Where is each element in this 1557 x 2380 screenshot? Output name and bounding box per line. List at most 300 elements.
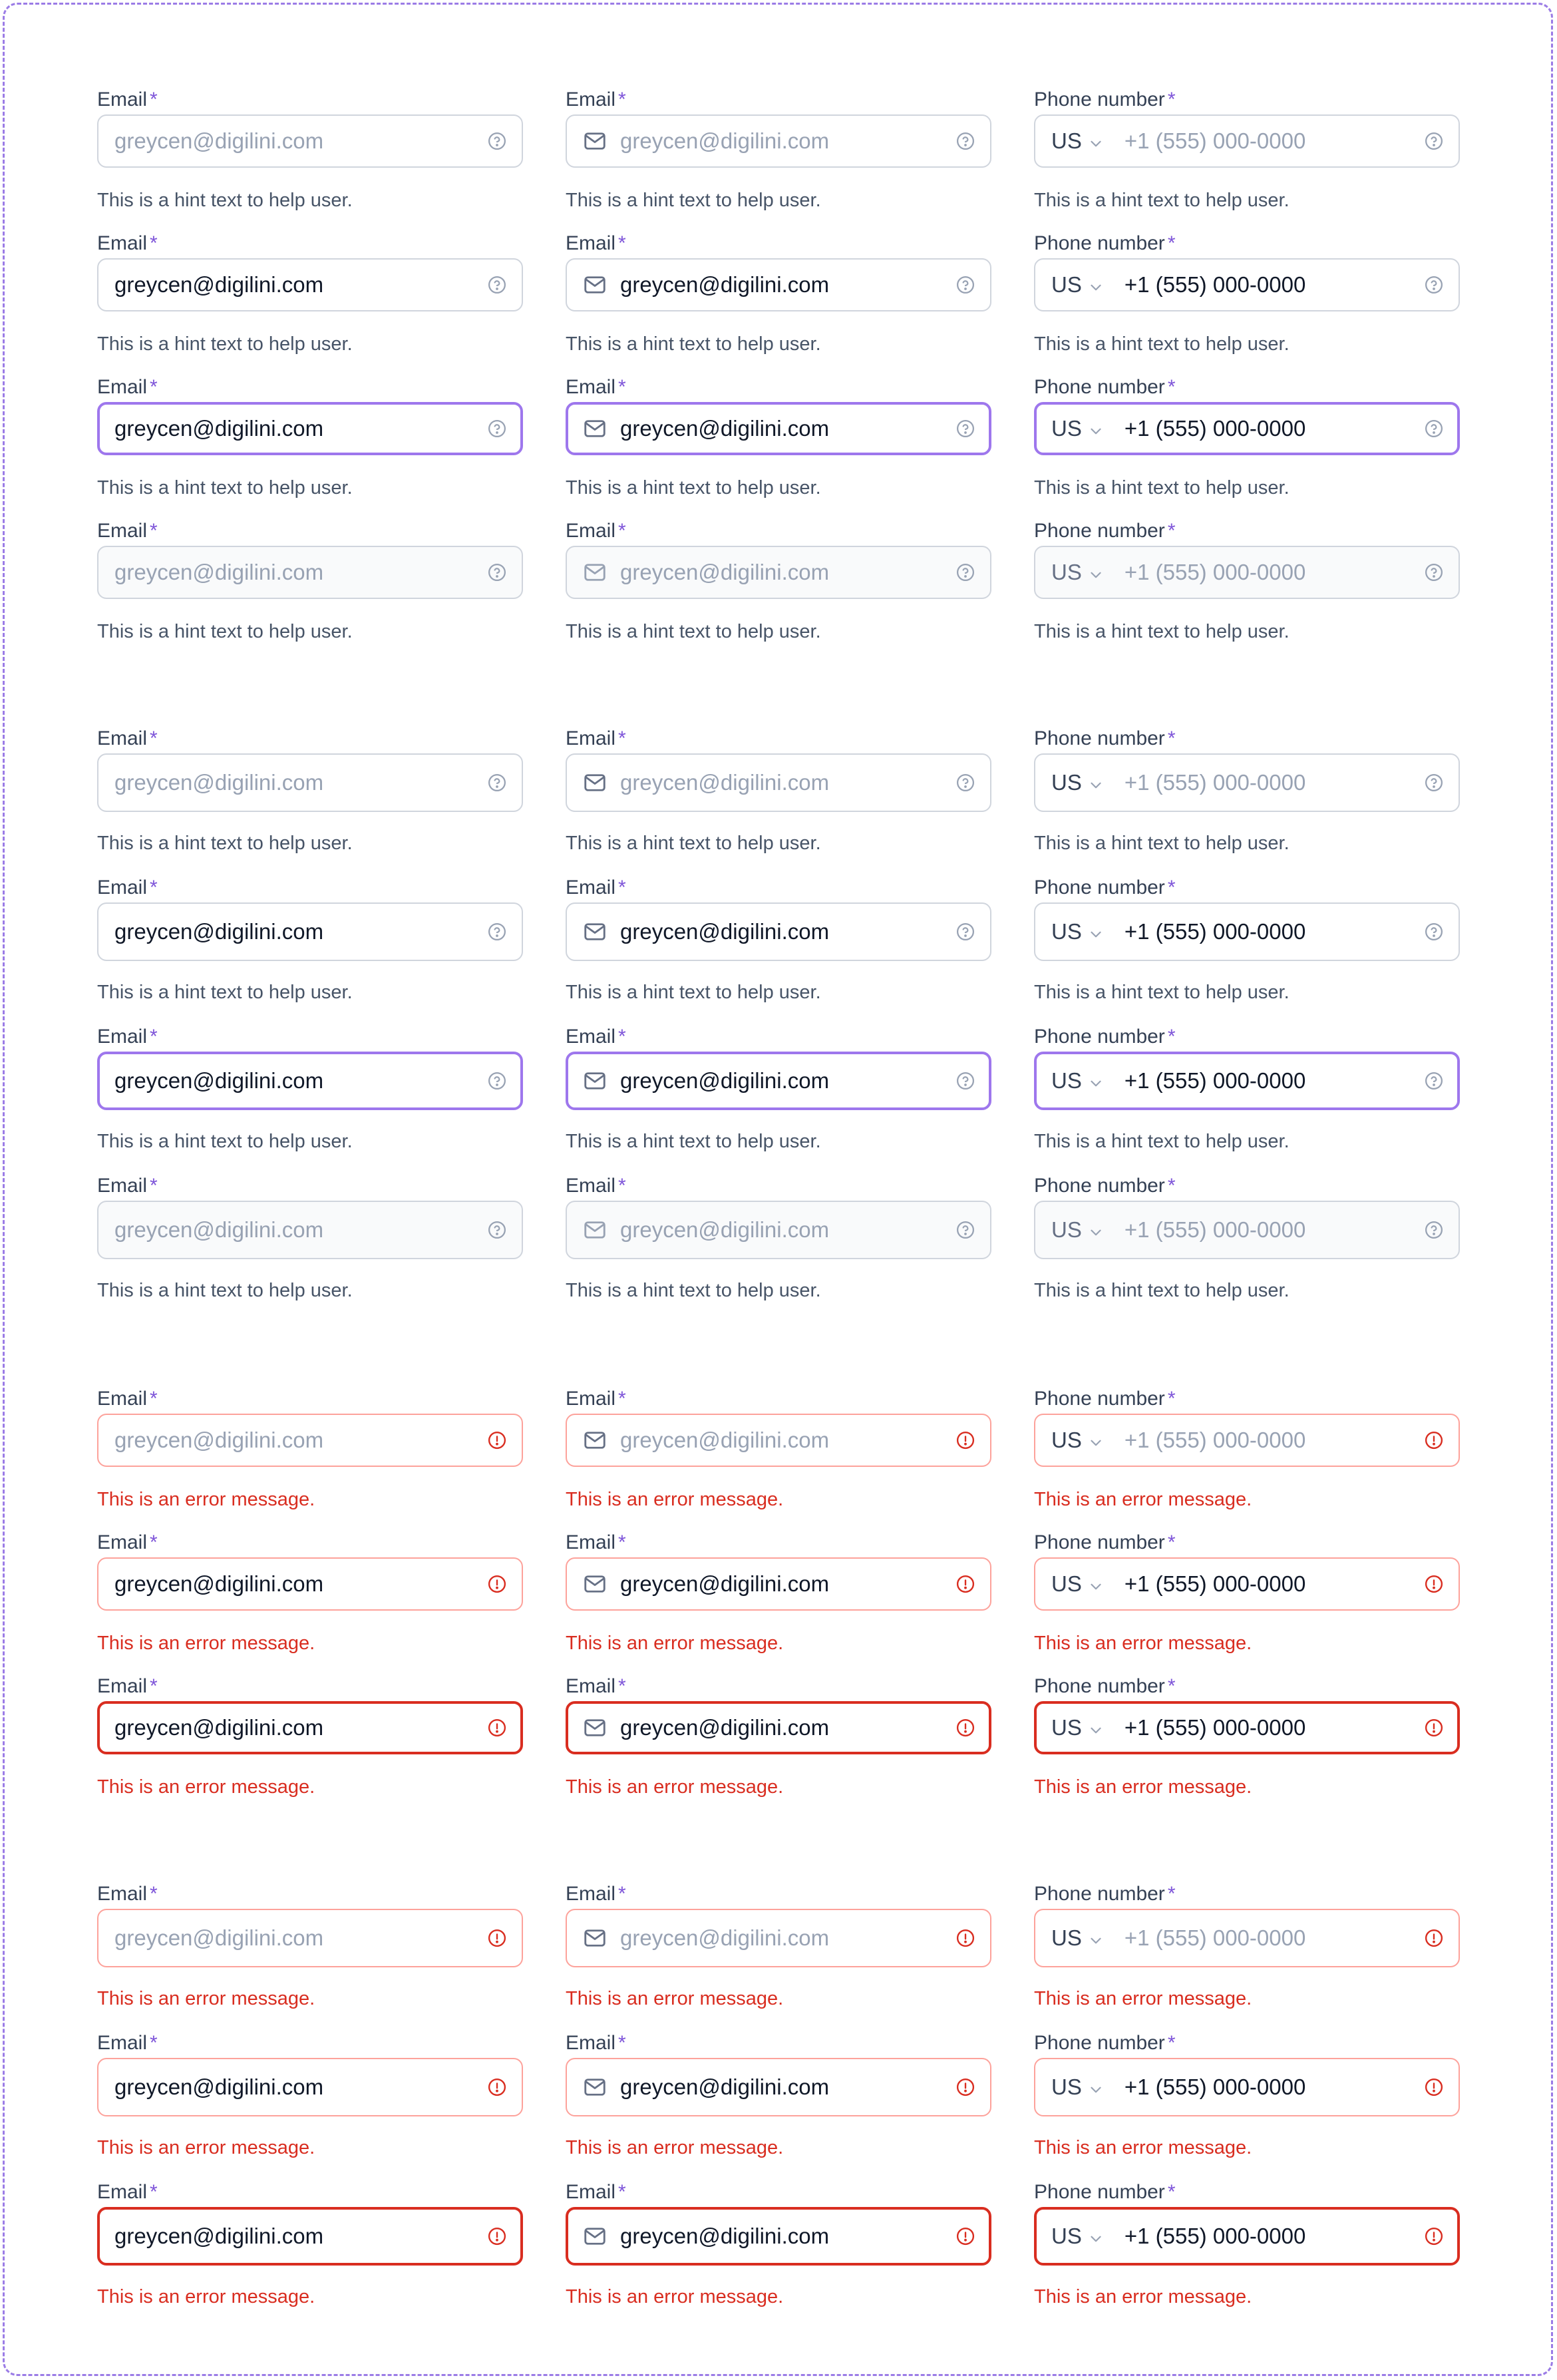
required-asterisk: * — [1167, 1175, 1176, 1197]
required-asterisk: * — [618, 376, 626, 398]
required-asterisk: * — [150, 376, 158, 398]
label-text: Email — [566, 727, 616, 749]
email-label — [97, 877, 158, 898]
country-code: US — [1051, 1068, 1082, 1093]
input-value: greycen@digilini.com — [114, 1715, 324, 1740]
label-text: Email — [97, 1175, 148, 1197]
label-text: Phone number — [1034, 520, 1165, 542]
country-select[interactable] — [1051, 128, 1105, 154]
email-label — [566, 2033, 626, 2054]
label-text: Email — [97, 376, 148, 398]
input-value: greycen@digilini.com — [620, 1571, 830, 1596]
required-asterisk: * — [150, 2181, 158, 2203]
help-circle-icon[interactable] — [487, 1071, 507, 1091]
email-input[interactable] — [566, 402, 991, 455]
email-input[interactable] — [566, 1701, 991, 1754]
label-text: Email — [566, 376, 616, 398]
help-circle-icon[interactable] — [955, 922, 975, 942]
error-message: This is an error message. — [97, 1489, 315, 1510]
email-label — [97, 1532, 158, 1553]
help-circle-icon[interactable] — [955, 419, 975, 439]
hint-text: This is a hint text to help user. — [97, 1131, 353, 1152]
country-code: US — [1051, 2075, 1082, 2099]
help-circle-icon[interactable] — [487, 275, 507, 295]
phone-number-label — [1034, 877, 1176, 898]
email-input[interactable] — [97, 902, 523, 961]
required-asterisk: * — [618, 877, 626, 898]
label-text: Phone number — [1034, 89, 1165, 110]
country-code: US — [1051, 1428, 1082, 1452]
required-asterisk: * — [150, 1026, 158, 1048]
email-input[interactable] — [97, 1909, 523, 1967]
label-text: Email — [97, 1883, 148, 1905]
phone-input[interactable] — [1034, 1909, 1460, 1967]
phone-number-label — [1034, 1388, 1176, 1410]
input-value: greycen@digilini.com — [114, 1068, 324, 1093]
error-message: This is an error message. — [566, 1988, 784, 2009]
email-label — [97, 2033, 158, 2054]
label-text: Email — [97, 2032, 148, 2054]
input-value: greycen@digilini.com — [114, 272, 324, 297]
alert-circle-icon — [487, 1574, 507, 1594]
alert-circle-icon — [955, 2077, 975, 2097]
error-message: This is an error message. — [1034, 1633, 1252, 1654]
required-asterisk: * — [1167, 1026, 1176, 1048]
error-message: This is an error message. — [566, 1776, 784, 1798]
email-label — [97, 1884, 158, 1905]
required-asterisk: * — [150, 520, 158, 542]
label-text: Phone number — [1034, 1675, 1165, 1697]
required-asterisk: * — [1167, 1531, 1176, 1553]
phone-input[interactable] — [1034, 114, 1460, 168]
country-select[interactable] — [1051, 1715, 1105, 1740]
email-label — [97, 89, 158, 110]
input-value: greycen@digilini.com — [620, 919, 830, 944]
help-circle-icon[interactable] — [1424, 419, 1444, 439]
input-value: greycen@digilini.com — [620, 1217, 830, 1242]
help-circle-icon[interactable] — [1424, 922, 1444, 942]
email-input[interactable] — [566, 1557, 991, 1611]
hint-text: This is a hint text to help user. — [566, 333, 821, 355]
email-input[interactable] — [566, 753, 991, 812]
help-circle-icon[interactable] — [1424, 275, 1444, 295]
input-placeholder: greycen@digilini.com — [620, 128, 830, 153]
error-message: This is an error message. — [1034, 1776, 1252, 1798]
input-value: +1 (555) 000-0000 — [1124, 1068, 1306, 1093]
hint-text: This is a hint text to help user. — [566, 833, 821, 854]
hint-text: This is a hint text to help user. — [1034, 190, 1290, 211]
input-value: +1 (555) 000-0000 — [1124, 2224, 1306, 2248]
label-text: Email — [566, 1388, 616, 1410]
required-asterisk: * — [1167, 1883, 1176, 1905]
phone-input — [1034, 1201, 1460, 1259]
chevron-down-icon — [1087, 1929, 1105, 1947]
country-select[interactable] — [1051, 919, 1105, 944]
alert-circle-icon — [955, 1574, 975, 1594]
input-value: greycen@digilini.com — [620, 2075, 830, 2099]
email-input[interactable] — [566, 2058, 991, 2116]
help-circle-icon[interactable] — [955, 562, 975, 582]
country-select[interactable] — [1051, 1571, 1105, 1597]
required-asterisk: * — [150, 2032, 158, 2054]
help-circle-icon[interactable] — [1424, 1220, 1444, 1240]
input-value: greycen@digilini.com — [114, 1571, 324, 1596]
email-label — [566, 377, 626, 398]
country-code: US — [1051, 272, 1082, 297]
label-text: Phone number — [1034, 376, 1165, 398]
country-code: US — [1051, 416, 1082, 441]
email-input — [97, 546, 523, 599]
email-input[interactable] — [97, 258, 523, 311]
phone-number-label — [1034, 1884, 1176, 1905]
required-asterisk: * — [150, 1675, 158, 1697]
phone-number-label — [1034, 1026, 1176, 1048]
phone-number-label — [1034, 89, 1176, 110]
label-text: Phone number — [1034, 877, 1165, 898]
input-value: greycen@digilini.com — [620, 416, 830, 441]
email-input[interactable] — [566, 2207, 991, 2266]
alert-circle-icon — [955, 1718, 975, 1738]
input-value: greycen@digilini.com — [114, 2075, 324, 2099]
email-label — [566, 520, 626, 542]
email-input[interactable] — [97, 753, 523, 812]
label-text: Email — [97, 232, 148, 254]
input-value: greycen@digilini.com — [620, 272, 830, 297]
label-text: Phone number — [1034, 2032, 1165, 2054]
input-value: +1 (555) 000-0000 — [1124, 1217, 1306, 1242]
required-asterisk: * — [1167, 1388, 1176, 1410]
phone-number-label — [1034, 1175, 1176, 1197]
input-value: greycen@digilini.com — [620, 1715, 830, 1740]
email-label — [97, 1388, 158, 1410]
email-label — [566, 1026, 626, 1048]
required-asterisk: * — [618, 89, 626, 110]
hint-text: This is a hint text to help user. — [566, 1280, 821, 1301]
error-message: This is an error message. — [1034, 2286, 1252, 2307]
required-asterisk: * — [150, 727, 158, 749]
required-asterisk: * — [1167, 89, 1176, 110]
hint-text: This is a hint text to help user. — [97, 1280, 353, 1301]
alert-circle-icon — [487, 1718, 507, 1738]
country-select[interactable] — [1051, 1428, 1105, 1453]
mail-icon — [583, 1572, 607, 1596]
country-code: US — [1051, 128, 1082, 153]
required-asterisk: * — [150, 1388, 158, 1410]
country-code: US — [1051, 560, 1082, 584]
alert-circle-icon — [487, 2226, 507, 2246]
phone-input[interactable] — [1034, 1701, 1460, 1754]
country-code: US — [1051, 1715, 1082, 1740]
country-select[interactable] — [1051, 1925, 1105, 1951]
input-placeholder: greycen@digilini.com — [114, 128, 324, 153]
help-circle-icon[interactable] — [955, 275, 975, 295]
help-circle-icon[interactable] — [955, 131, 975, 151]
hint-text: This is a hint text to help user. — [566, 1131, 821, 1152]
phone-input[interactable] — [1034, 1052, 1460, 1110]
help-circle-icon[interactable] — [487, 1220, 507, 1240]
help-circle-icon[interactable] — [487, 922, 507, 942]
phone-number-label — [1034, 233, 1176, 254]
label-text: Email — [566, 2181, 616, 2203]
email-input[interactable] — [566, 1909, 991, 1967]
chevron-down-icon — [1087, 1072, 1105, 1090]
help-circle-icon[interactable] — [487, 419, 507, 439]
country-select[interactable] — [1051, 416, 1105, 441]
phone-input[interactable] — [1034, 2058, 1460, 2116]
email-input[interactable] — [566, 258, 991, 311]
required-asterisk: * — [1167, 1675, 1176, 1697]
input-placeholder: greycen@digilini.com — [114, 1925, 324, 1950]
help-circle-icon[interactable] — [1424, 562, 1444, 582]
label-text: Email — [566, 1675, 616, 1697]
required-asterisk: * — [618, 1175, 626, 1197]
required-asterisk: * — [1167, 2181, 1176, 2203]
help-circle-icon[interactable] — [955, 1220, 975, 1240]
required-asterisk: * — [618, 1388, 626, 1410]
country-code: US — [1051, 1571, 1082, 1596]
email-label — [97, 1676, 158, 1697]
input-value: +1 (555) 000-0000 — [1124, 2075, 1306, 2099]
alert-circle-icon — [487, 1430, 507, 1450]
required-asterisk: * — [1167, 727, 1176, 749]
error-message: This is an error message. — [97, 2286, 315, 2307]
email-input — [97, 1201, 523, 1259]
input-placeholder: +1 (555) 000-0000 — [1124, 128, 1306, 153]
country-select[interactable] — [1051, 770, 1105, 795]
phone-number-label — [1034, 520, 1176, 542]
chevron-down-icon — [1087, 132, 1105, 150]
alert-circle-icon — [1424, 1718, 1444, 1738]
phone-input[interactable] — [1034, 2207, 1460, 2266]
alert-circle-icon — [1424, 1430, 1444, 1450]
phone-input — [1034, 546, 1460, 599]
required-asterisk: * — [1167, 520, 1176, 542]
mail-icon — [583, 560, 607, 584]
error-message: This is an error message. — [566, 2137, 784, 2158]
required-asterisk: * — [1167, 232, 1176, 254]
email-input[interactable] — [97, 1557, 523, 1611]
chevron-down-icon — [1087, 923, 1105, 940]
email-label — [566, 2182, 626, 2203]
input-placeholder: greycen@digilini.com — [620, 1428, 830, 1452]
error-message: This is an error message. — [1034, 2137, 1252, 2158]
label-text: Email — [97, 727, 148, 749]
email-input[interactable] — [97, 2058, 523, 2116]
label-text: Email — [566, 1883, 616, 1905]
label-text: Phone number — [1034, 1531, 1165, 1553]
required-asterisk: * — [618, 232, 626, 254]
label-text: Email — [97, 1388, 148, 1410]
alert-circle-icon — [487, 1928, 507, 1948]
email-label — [566, 233, 626, 254]
input-placeholder: +1 (555) 000-0000 — [1124, 770, 1306, 795]
email-label — [97, 2182, 158, 2203]
required-asterisk: * — [1167, 2032, 1176, 2054]
alert-circle-icon — [1424, 2077, 1444, 2097]
email-input[interactable] — [97, 114, 523, 168]
alert-circle-icon — [1424, 2226, 1444, 2246]
required-asterisk: * — [618, 1531, 626, 1553]
help-circle-icon[interactable] — [955, 773, 975, 793]
label-text: Email — [97, 1675, 148, 1697]
help-circle-icon[interactable] — [1424, 773, 1444, 793]
phone-input[interactable] — [1034, 753, 1460, 812]
help-circle-icon[interactable] — [487, 773, 507, 793]
email-label — [566, 877, 626, 898]
email-input[interactable] — [566, 1052, 991, 1110]
country-select[interactable] — [1051, 2224, 1105, 2249]
phone-number-label — [1034, 377, 1176, 398]
required-asterisk: * — [618, 1883, 626, 1905]
phone-input[interactable] — [1034, 402, 1460, 455]
hint-text: This is a hint text to help user. — [97, 477, 353, 498]
input-placeholder: greycen@digilini.com — [114, 1428, 324, 1452]
mail-icon — [583, 129, 607, 153]
phone-input[interactable] — [1034, 258, 1460, 311]
input-value: +1 (555) 000-0000 — [1124, 416, 1306, 441]
hint-text: This is a hint text to help user. — [566, 190, 821, 211]
error-message: This is an error message. — [1034, 1988, 1252, 2009]
email-label — [97, 233, 158, 254]
error-message: This is an error message. — [566, 1633, 784, 1654]
country-select — [1051, 1217, 1105, 1243]
mail-icon — [583, 920, 607, 944]
label-text: Phone number — [1034, 2181, 1165, 2203]
phone-input[interactable] — [1034, 1557, 1460, 1611]
chevron-down-icon — [1087, 774, 1105, 791]
phone-number-label — [1034, 1676, 1176, 1697]
label-text: Email — [566, 520, 616, 542]
error-message: This is an error message. — [97, 1776, 315, 1798]
chevron-down-icon — [1087, 1221, 1105, 1239]
input-placeholder: greycen@digilini.com — [620, 1925, 830, 1950]
phone-number-label — [1034, 2182, 1176, 2203]
help-circle-icon[interactable] — [1424, 131, 1444, 151]
input-value: +1 (555) 000-0000 — [1124, 1715, 1306, 1740]
required-asterisk: * — [618, 1026, 626, 1048]
label-text: Email — [97, 89, 148, 110]
alert-circle-icon — [955, 1430, 975, 1450]
label-text: Phone number — [1034, 1175, 1165, 1197]
required-asterisk: * — [150, 232, 158, 254]
hint-text: This is a hint text to help user. — [1034, 1280, 1290, 1301]
help-circle-icon[interactable] — [1424, 1071, 1444, 1091]
mail-icon — [583, 771, 607, 795]
hint-text: This is a hint text to help user. — [97, 833, 353, 854]
alert-circle-icon — [1424, 1574, 1444, 1594]
required-asterisk: * — [150, 1175, 158, 1197]
email-label — [566, 1388, 626, 1410]
hint-text: This is a hint text to help user. — [1034, 833, 1290, 854]
phone-input[interactable] — [1034, 1414, 1460, 1467]
input-placeholder: greycen@digilini.com — [114, 770, 324, 795]
email-input — [566, 1201, 991, 1259]
country-code: US — [1051, 770, 1082, 795]
label-text: Email — [97, 877, 148, 898]
hint-text: This is a hint text to help user. — [1034, 333, 1290, 355]
required-asterisk: * — [618, 2032, 626, 2054]
mail-icon — [583, 2075, 607, 2099]
required-asterisk: * — [1167, 877, 1176, 898]
email-label — [97, 520, 158, 542]
label-text: Phone number — [1034, 1883, 1165, 1905]
chevron-down-icon — [1087, 564, 1105, 581]
email-label — [566, 1175, 626, 1197]
label-text: Email — [97, 520, 148, 542]
chevron-down-icon — [1087, 2228, 1105, 2245]
hint-text: This is a hint text to help user. — [97, 333, 353, 355]
email-input[interactable] — [566, 114, 991, 168]
country-code: US — [1051, 919, 1082, 944]
email-label — [566, 1676, 626, 1697]
chevron-down-icon — [1087, 1719, 1105, 1736]
input-value: greycen@digilini.com — [620, 1068, 830, 1093]
email-label — [97, 728, 158, 749]
error-message: This is an error message. — [97, 1633, 315, 1654]
label-text: Phone number — [1034, 1026, 1165, 1048]
required-asterisk: * — [150, 1883, 158, 1905]
alert-circle-icon — [487, 2077, 507, 2097]
phone-number-label — [1034, 1532, 1176, 1553]
email-input[interactable] — [566, 902, 991, 961]
error-message: This is an error message. — [566, 2286, 784, 2307]
country-select[interactable] — [1051, 1068, 1105, 1093]
email-input[interactable] — [97, 402, 523, 455]
country-select[interactable] — [1051, 2075, 1105, 2100]
input-placeholder: +1 (555) 000-0000 — [1124, 1925, 1306, 1950]
hint-text: This is a hint text to help user. — [1034, 621, 1290, 642]
email-input[interactable] — [97, 1701, 523, 1754]
hint-text: This is a hint text to help user. — [97, 621, 353, 642]
help-circle-icon[interactable] — [487, 562, 507, 582]
help-circle-icon[interactable] — [487, 131, 507, 151]
phone-number-label — [1034, 2033, 1176, 2054]
hint-text: This is a hint text to help user. — [1034, 1131, 1290, 1152]
required-asterisk: * — [150, 1531, 158, 1553]
email-label — [566, 728, 626, 749]
email-input[interactable] — [97, 1414, 523, 1467]
label-text: Email — [566, 1175, 616, 1197]
hint-text: This is a hint text to help user. — [97, 190, 353, 211]
input-value: greycen@digilini.com — [114, 416, 324, 441]
label-text: Email — [97, 2181, 148, 2203]
required-asterisk: * — [1167, 376, 1176, 398]
input-value: +1 (555) 000-0000 — [1124, 919, 1306, 944]
email-input[interactable] — [566, 1414, 991, 1467]
help-circle-icon[interactable] — [955, 1071, 975, 1091]
label-text: Phone number — [1034, 727, 1165, 749]
error-message: This is an error message. — [566, 1489, 784, 1510]
mail-icon — [583, 417, 607, 441]
email-input[interactable] — [97, 2207, 523, 2266]
hint-text: This is a hint text to help user. — [566, 621, 821, 642]
label-text: Email — [566, 877, 616, 898]
input-value: greycen@digilini.com — [114, 560, 324, 584]
alert-circle-icon — [955, 2226, 975, 2246]
phone-input[interactable] — [1034, 902, 1460, 961]
country-code: US — [1051, 1925, 1082, 1950]
chevron-down-icon — [1087, 2079, 1105, 2096]
label-text: Phone number — [1034, 232, 1165, 254]
required-asterisk: * — [150, 877, 158, 898]
input-value: +1 (555) 000-0000 — [1124, 272, 1306, 297]
email-input[interactable] — [97, 1052, 523, 1110]
label-text: Email — [566, 2032, 616, 2054]
label-text: Phone number — [1034, 1388, 1165, 1410]
error-message: This is an error message. — [97, 2137, 315, 2158]
required-asterisk: * — [618, 520, 626, 542]
country-select[interactable] — [1051, 272, 1105, 298]
